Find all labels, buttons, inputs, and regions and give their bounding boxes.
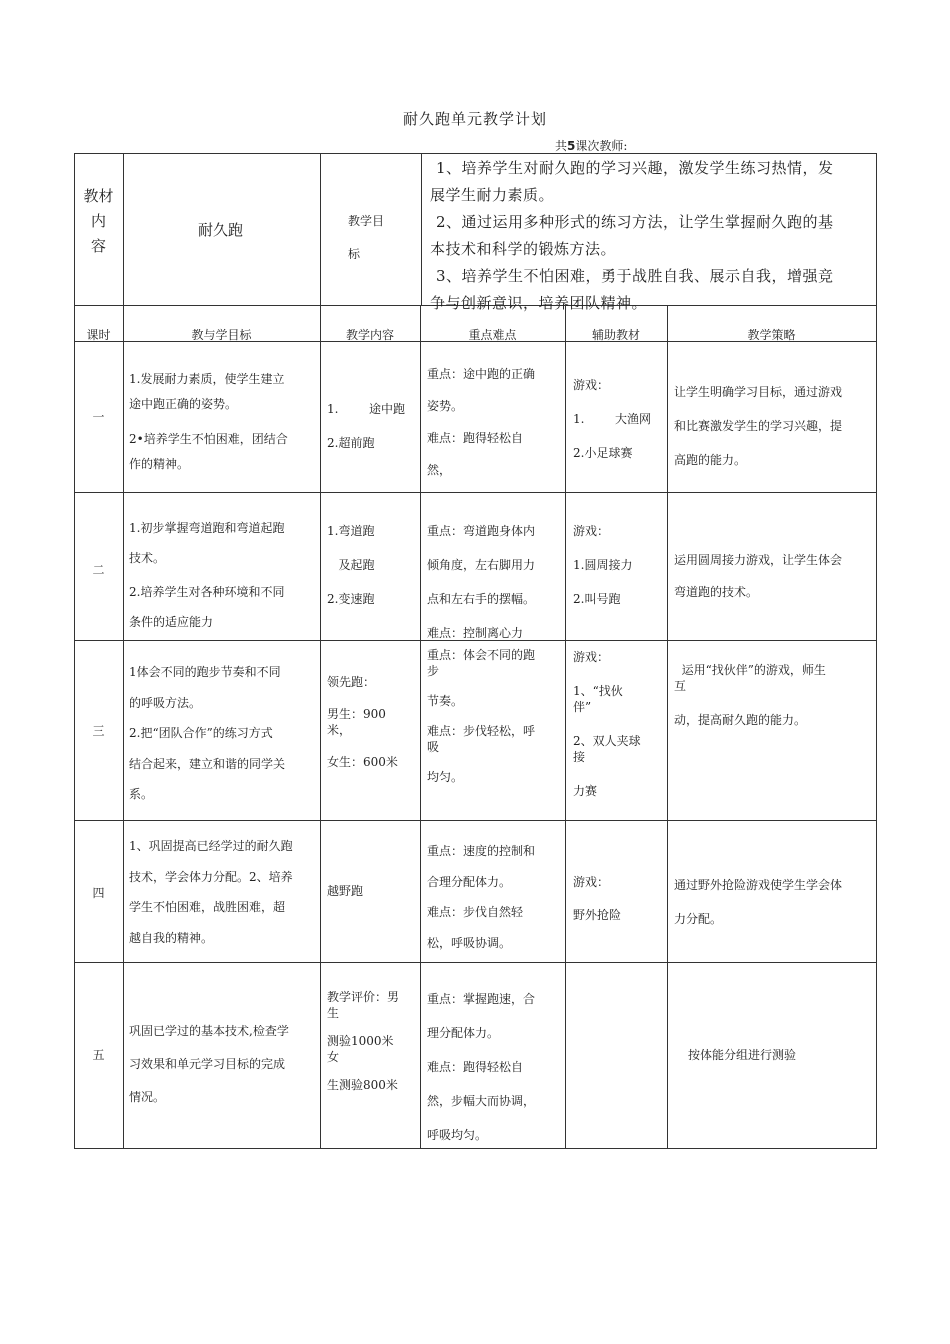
text-line: 1体会不同的跑步节奏和不同 [129, 665, 281, 679]
lesson-goals [129, 1015, 319, 1114]
text-line: 力分配。 [674, 912, 723, 926]
material-label [74, 184, 123, 259]
text-line: 重点：速度的控制和 [427, 844, 536, 858]
text-line: 1、“找伙 [573, 684, 623, 698]
header-goals: 教与学目标 [191, 328, 252, 342]
text-line: 习效果和单元学习目标的完成 [129, 1057, 286, 1071]
table-rule [667, 305, 668, 1149]
text-line: 吸 [427, 740, 440, 754]
material-value: 耐久跑 [198, 221, 244, 239]
text-line: 和比赛激发学生的学习兴趣，提 [674, 419, 843, 433]
text-line: 越野跑 [327, 884, 364, 898]
text-line: 然，步幅大而协调， [427, 1094, 536, 1108]
lesson-content [327, 392, 419, 460]
lesson-goals [129, 513, 319, 637]
text-line: 技术。 [129, 551, 166, 565]
text-line: 条件的适应能力 [129, 615, 214, 629]
text-line: 游戏： [573, 524, 610, 538]
text-line: 游戏： [573, 378, 610, 392]
lesson-number: 一 [92, 410, 105, 424]
lesson-strategy [674, 662, 876, 728]
table-rule [876, 153, 877, 1149]
text-line: 2.小足球赛 [573, 446, 633, 460]
text-line: 1.初步掌握弯道跑和弯道起跑 [129, 521, 285, 535]
text-line: 及起跑 [327, 558, 375, 572]
text-line: 男生：900 [327, 707, 386, 721]
table-rule [74, 962, 877, 963]
text-line: 让学生明确学习目标，通过游戏 [674, 385, 843, 399]
lesson-strategy [674, 544, 876, 608]
table-rule [565, 305, 566, 1149]
table-rule [74, 820, 877, 821]
text-line: 重点：途中跑的正确 [427, 367, 536, 381]
text-line: 生测验800米 [327, 1078, 398, 1092]
text-line: 动，提高耐久跑的能力。 [674, 713, 807, 727]
text-line: 步 [427, 664, 440, 678]
goal-line: 1、培养学生对耐久跑的学习兴趣，激发学生练习热情，发 [436, 159, 834, 177]
header-aux: 辅助教材 [591, 328, 640, 342]
text-line: 接 [573, 750, 586, 764]
text-line: 均匀。 [427, 770, 464, 784]
table-rule [123, 305, 124, 1149]
text-line: 重点：弯道跑身体内 [427, 524, 536, 538]
lesson-key-points [427, 358, 564, 486]
text-line: 教学评价：男 [327, 990, 400, 1004]
text-line: 野外抢险 [573, 908, 622, 922]
lesson-strategy [674, 868, 876, 936]
lesson-count-line [555, 137, 627, 154]
goal-line: 3、培养学生不怕困难，勇于战胜自我、展示自我，增强竞 [436, 267, 834, 285]
lesson-aux [573, 866, 666, 932]
text-line: 游戏： [573, 875, 610, 889]
material-label-line: 内 [90, 212, 106, 230]
table-rule [421, 153, 422, 306]
lesson-aux [573, 649, 666, 799]
text-line: 高跑的能力。 [674, 453, 747, 467]
text-line: 情况。 [129, 1090, 166, 1104]
text-line: 结合起来，建立和谐的同学关 [129, 756, 286, 771]
text-line: 难点：跑得轻松自 [427, 431, 524, 445]
text-line: 2、双人夹球 [573, 734, 641, 748]
lesson-number: 四 [92, 886, 105, 900]
text-line: 运用“找伙伴”的游戏，师生 [674, 663, 826, 677]
text-line: 然， [427, 463, 452, 477]
table-rule [320, 305, 321, 1149]
lesson-goals [129, 831, 319, 953]
text-line: 测验1000米 [327, 1034, 394, 1048]
goal-line: 展学生耐力素质。 [430, 186, 555, 204]
header-strategy: 教学策略 [747, 328, 796, 342]
text-line: 作的精神。 [129, 457, 190, 471]
text-line: 松，呼吸协调。 [427, 935, 512, 950]
text-line: 的呼吸方法。 [129, 695, 202, 710]
text-line: 互 [674, 679, 687, 693]
table-rule [74, 153, 877, 154]
table-rule [320, 153, 321, 306]
text-line: 1.圆周接力 [573, 558, 633, 572]
header-content: 教学内容 [345, 328, 394, 342]
lesson-goals [129, 657, 319, 810]
lesson-content [327, 989, 419, 1093]
text-line: 合理分配体力。 [427, 874, 512, 889]
table-rule [123, 153, 124, 306]
text-line: 重点：掌握跑速，合 [427, 992, 536, 1006]
text-line: 2•培养学生不怕困难，团结合 [129, 432, 288, 446]
goal-line: 本技术和科学的锻炼方法。 [430, 240, 617, 258]
lesson-content [327, 883, 419, 899]
text-line: 节奏。 [427, 694, 464, 708]
text-line: 伴” [573, 700, 592, 714]
lesson-aux [573, 514, 666, 616]
text-line: 2.把“团队合作”的练习方式 [129, 726, 273, 740]
lesson-goals [129, 367, 319, 477]
table-rule [420, 305, 421, 1149]
text-line: 巩固已学过的基本技术,检查学 [129, 1024, 289, 1038]
text-line: 难点：控制离心力 [427, 626, 524, 640]
header-lesson: 课时 [86, 328, 111, 342]
text-line: 2.超前跑 [327, 436, 375, 450]
text-line: 生 [327, 1006, 340, 1020]
lesson-key-points [427, 982, 564, 1152]
text-line: 学生不怕困难，战胜困难，超 [129, 900, 286, 914]
lesson-strategy [688, 1047, 876, 1063]
text-line: 难点：跑得轻松自 [427, 1060, 524, 1074]
text-line: 运用圆周接力游戏，让学生体会 [674, 553, 843, 567]
lesson-count-number: 5 [567, 139, 576, 153]
lesson-content [327, 514, 419, 616]
text-line: 点和左右手的摆幅。 [427, 592, 536, 606]
text-line: 难点：步伐自然轻 [427, 905, 524, 919]
text-line: 越自我的精神。 [129, 930, 214, 945]
text-line: 1.发展耐力素质，使学生建立 [129, 372, 285, 386]
text-line: 按体能分组进行测验 [688, 1048, 797, 1062]
text-line: 2.培养学生对各种环境和不同 [129, 585, 285, 599]
lesson-number: 三 [92, 724, 105, 738]
lesson-content [327, 674, 419, 770]
goal-line: 争与创新意识，培养团队精神。 [430, 294, 648, 312]
text-line: 游戏： [573, 650, 610, 664]
lesson-key-points [427, 514, 564, 650]
document-title: 耐久跑单元教学计划 [402, 110, 547, 128]
text-line: 重点：体会不同的跑 [427, 648, 536, 662]
text-line: 姿势。 [427, 399, 464, 413]
text-line: 1. 途中跑 [327, 402, 405, 416]
text-line: 女 [327, 1050, 340, 1064]
table-rule [74, 153, 75, 1149]
unit-goals [430, 155, 875, 317]
text-line: 力赛 [573, 784, 598, 798]
teacher-label: 课次教师: [575, 139, 628, 153]
text-line: 难点：步伐轻松，呼 [427, 724, 536, 738]
text-line: 2.叫号跑 [573, 592, 621, 606]
text-line: 系。 [129, 787, 154, 801]
lesson-aux [573, 368, 666, 470]
material-label-line: 教材 [83, 187, 114, 205]
lesson-count-prefix: 共 [555, 139, 568, 153]
text-line: 2.变速跑 [327, 592, 375, 606]
text-line: 1、巩固提高已经学过的耐久跑 [129, 839, 293, 853]
lesson-strategy [674, 375, 876, 477]
text-line: 弯道跑的技术。 [674, 585, 759, 599]
lesson-key-points [427, 836, 564, 958]
text-line: 途中跑正确的姿势。 [129, 397, 238, 411]
text-line: 理分配体力。 [427, 1026, 500, 1040]
text-line: 1. 大渔网 [573, 412, 651, 426]
text-line: 米， [327, 723, 352, 737]
text-line: 呼吸均匀。 [427, 1128, 488, 1142]
text-line: 技术，学会体力分配。2、培养 [129, 869, 293, 884]
lesson-key-points [427, 647, 564, 785]
text-line: 1.弯道跑 [327, 524, 375, 538]
goal-label-line: 教学目 [348, 214, 385, 228]
material-label-line: 容 [90, 237, 106, 255]
text-line: 领先跑： [327, 675, 376, 689]
lesson-number: 五 [92, 1048, 105, 1062]
goal-label-line: 标 [348, 247, 361, 261]
table-rule [74, 492, 877, 493]
goal-line: 2、通过运用多种形式的练习方法，让学生掌握耐久跑的基 [436, 213, 834, 231]
text-line: 女生：600米 [327, 755, 398, 769]
text-line: 通过野外抢险游戏使学生学会体 [674, 878, 843, 892]
text-line: 倾角度，左右脚用力 [427, 558, 536, 572]
lesson-number: 二 [92, 563, 105, 577]
header-key-points: 重点难点 [468, 328, 517, 342]
goal-label [348, 205, 384, 271]
